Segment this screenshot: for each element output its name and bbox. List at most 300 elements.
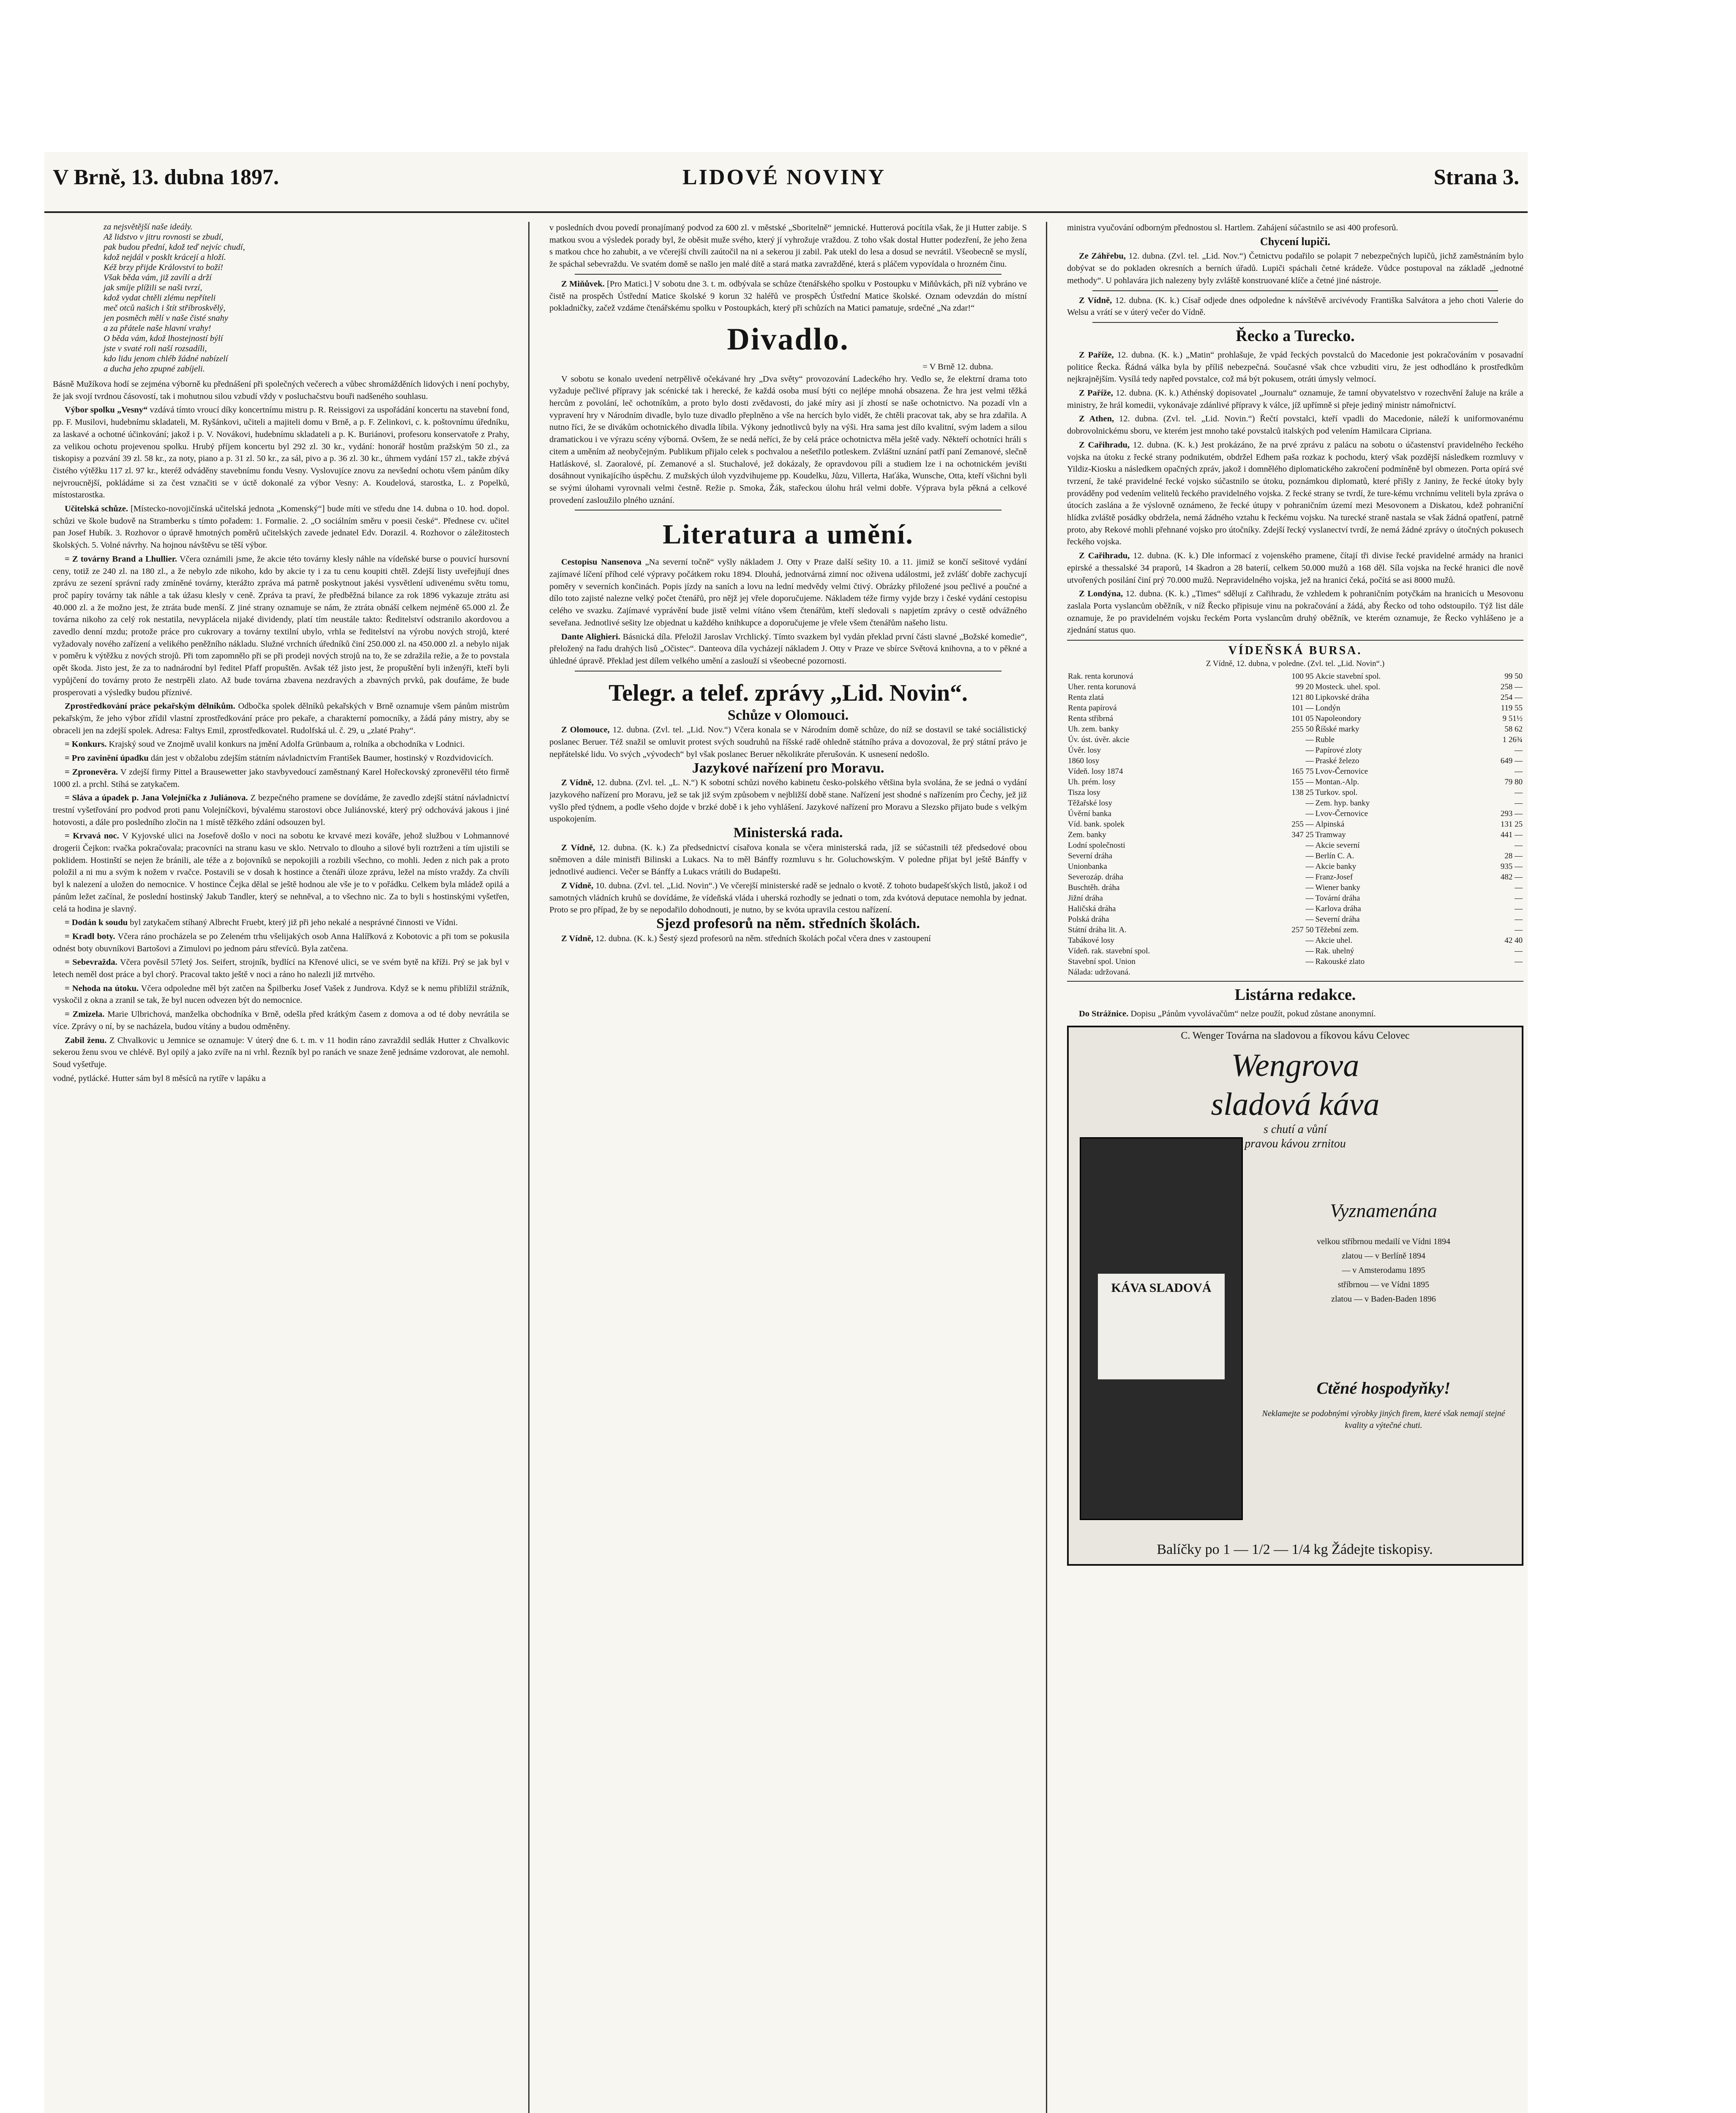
stock-value: 99 50 [1504,672,1523,681]
poem [104,222,509,374]
stock-name: Severní dráha [1315,915,1360,924]
stock-value: — [1515,915,1523,924]
stock-value: — [1515,904,1523,913]
article-body: Krajský soud ve Znojmě uvalil konkurs na jmění Adolfa Grünbaum a, rolníka a obchodníka v Lodnici. [109,740,465,749]
poem-line: jak smíje plížili se naši tvrzí, [104,283,202,292]
stock-name: Akcie uhel. [1315,936,1353,945]
stock-value: — [1305,915,1314,924]
article [549,880,1027,916]
stock-value: 119 55 [1501,703,1523,713]
stock-value: 58 62 [1504,724,1523,734]
stock-name: Tisza losy [1068,788,1100,797]
stock-name: Lvov-Černovice [1315,809,1368,818]
stock-name: Uher. renta korunová [1068,682,1136,691]
article-body: Dopisu „Pánům vyvolávačům“ nelze použít, pokud zůstane anonymní. [1130,1009,1376,1018]
stock-value: — [1515,798,1523,808]
subheading: Chycení lupiči. [1260,235,1331,248]
stock-row [1067,724,1523,734]
article [53,830,509,915]
poem-line: a za přátele naše hlavní vrahy! [104,324,211,333]
poem-line: kdož nejdál v posklt krácejí a hloží. [104,253,226,262]
stock-value: 99 20 [1295,682,1314,691]
stock-value: 255 50 [1291,724,1314,734]
stock-row [1067,840,1523,851]
stock-row [1067,872,1523,882]
stock-name: Londýn [1315,703,1340,713]
stock-row [1067,777,1523,787]
stock-value: — [1515,788,1523,797]
section-rule [1067,981,1523,982]
stock-value: — [1515,893,1523,903]
article-body: 12. dubna. (Zvl. tel. „Lid. Novin.“) Řečtí povstalci, kteří vpadli do Macedonie, náleží k uniformovanému dobrovolnickému sboru, ve kterém jest mnoho také povstalců italských pod velením Hamilcara Cipriana. [1067,414,1523,436]
stock-row [1067,734,1523,745]
stock-row [1067,904,1523,914]
award-item: stříbrnou — ve Vídni 1895 [1337,1280,1430,1290]
stock-name: Lodní společnosti [1068,841,1125,850]
stock-value: — [1305,745,1314,755]
article-heading: Z Miňůvek. [561,279,605,289]
poem-line: Však běda vám, již zavílí a drží [104,273,212,282]
coffee-package-image [1080,1137,1243,1520]
poem-line: Kéž brzy přijde Království to boží! [104,263,224,272]
column-2 [549,222,1027,2113]
stock-value: 42 40 [1504,936,1523,945]
stock-row [1067,967,1523,977]
article [1067,413,1523,437]
article-paragraph: Básně Mužíkova hodí se zejména výborně ku přednášení při společných večerech a vůbec shromážděních lidových i není pochyby, že jak svojí tvrdnou čásovostí, tak i mohutnou silou vzbudí vždy v posluchačstvu bouři nadšeného souhlasu. [53,379,509,401]
article-heading: = Nehoda na útoku. [65,983,139,993]
stock-name: Uh. prém. losy [1068,777,1116,786]
stock-exchange-title: VÍDEŇSKÁ BURSA. [1228,644,1362,658]
dateline: Z Vídně, [561,881,594,890]
stock-row [1067,745,1523,756]
article-heading: Dante Alighieri. [561,632,620,642]
stock-value: — [1305,904,1314,913]
ad-headline: sladová káva [1211,1086,1380,1122]
poem-line: kdo lidu jenom chléb žádné nabízelí [104,354,228,363]
stock-name: Státní dráha lit. A. [1068,925,1127,934]
stock-name: Zem. banky [1068,830,1106,839]
stock-exchange-table [1067,671,1523,977]
stock-name: Renta zlatá [1068,693,1104,702]
article [549,556,1027,629]
stock-name: Praské železo [1315,756,1359,765]
dateline: Z Paříže, [1079,388,1113,398]
stock-value: — [1305,936,1314,945]
stock-value: — [1305,735,1314,744]
stock-value: 101 — [1291,703,1314,713]
subheading: Jazykové nařízení pro Moravu. [692,760,884,776]
dateline: Z Olomouce, [561,725,610,735]
stock-name: Unionbanka [1068,862,1107,871]
stock-name: Napoleondory [1315,714,1362,723]
ad-awards [1259,1234,1508,1306]
poem-line: jen posměch mělí v naše čisté snahy [104,314,228,323]
stock-value: — [1305,946,1314,955]
column-divider [1046,222,1047,2113]
stock-name [1315,967,1469,977]
article-body: 12. dubna. (K. k.) Athénský dopisovatel „Journalu“ oznamuje, že tamní obyvatelstvo v rozechvění žaluje na krále a ministry, že hrál komedii, vykonávaje zdánlivé přípravy k válce, jíž upřímně si přeje jediný ministr námořnictví. [1067,388,1523,410]
stock-name: Uh. zem. banky [1068,724,1119,734]
article-body: [Pro Matici.] V sobotu dne 3. t. m. odbývala se schůze čtenářského spolku v Postoupku v Miňůvkách, při níž vybráno ve čistě na prospěch Ústřední Matice školské 9 korun 32 haléřů ve prospěch Ústřední Matice školské. Oznam odevzdán do místní pokladničky, začež vzdáme čtenářskému spolku v Postoupkách, který při schůzích na Matici pamatuje, srdečné „Na zdar!“ [549,279,1027,313]
stock-row [1067,703,1523,713]
section-title-theatre: Divadlo. [727,322,849,357]
article [549,842,1027,878]
issue-date: V Brně, 13. dubna 1897. [53,165,279,189]
article-paragraph: vodné, pytlácké. Hutter sám byl 8 měsíců na rytíře v lapáku a [53,1073,266,1083]
article [53,404,509,501]
article-body: Marie Ulbrichová, manželka obchodníka v Brně, odešla před krátkým časem z domova a od té doby nevrátila se více. Zprávy o ní, by se nacházela, budou vítány a budou odměněny. [53,1010,509,1031]
award-item: zlatou — v Baden-Baden 1896 [1331,1294,1436,1304]
dateline: Z Athen, [1079,414,1114,424]
article-body: 12. dubna. (Zvl. tel. „L. N.“) K sobotní schůzi nového kabinetu česko-polského většina byla svolána, že se jedná o vydání jazykového nařízení pro Moravu, jež se tak již svým způsobem v nejbližší době stane. Nařízení jest shodné s nařízením pro Čechy, jež již vyšlo před týdnem, a podle všeho dojde v brzké době i k jeho vyhlášení. Jazykové nařízení pro Moravu a Slezsko přijato bude s velkým uspokojením. [549,778,1027,824]
section-title-telegrams: Telegr. a telef. zprávy „Lid. Novin“. [609,680,968,706]
stock-name: Nálada: udržovaná. [1068,967,1130,977]
stock-row [1067,956,1523,967]
subheading: Sjezd profesorů na něm. středních školách. [656,915,920,931]
article-heading: Učitelská schůze. [65,504,128,514]
article [1067,295,1523,319]
stock-value: — [1515,883,1523,892]
ad-headline: Wengrova [1231,1047,1359,1083]
stock-name: Alpinská [1315,819,1345,829]
poem-line: pak budou přední, kdož teď nejvíc chudí, [104,243,245,252]
stock-row [1067,882,1523,893]
article-body: Včera oznámili jsme, že akcie této továrny klesly náhle na vídeňské burse o pouvicí hursovní ceny, totiž ze 240 zl. na 180 zl., a že nebylo zde nikoho, kdo by akcie ty i za tu cenu koupiti chtěl. Zdejší listy uveřejňují dnes zprávu ze sezení správní rady zmíněné továrny, kterážto zpráva má patrně poskytnout jakési vysvětlení udivenému světu tomu, proč papíry továrny tak náhle a tak úžasu klesly v ceně. Zpráva ta praví, že předběžná bilance za rok 1896 vykazuje ztrátu asi 40.000 zl. a že možno jest, že ztráta bude menší. Z jiné strany oznamuje se nám, že ztráta obnáší celkem nejméně 65.000 zl. Že továrna nikoho za celý rok nestatila, nevyplácela nijaké dividendy, platí tím neustále takto: Ředitelství odstranilo akordovou a zavedlo denní mzdu; protože práce pro cukrovary a továrny textilní ubylo, vrhla se ředitelství na výrobu nových strojů, které vyžadovaly nového zařízení a velikého peněžního nákladu. Služné vrchních úředníků činí 250.000 zl. na 450.000 zl. a nebylo nijak v poměru k výtěžku z nových strojů. Při tom zapomnělo při se při prodeji nových strojů na to, že se zdražila režie, a že to povstala opět škoda. Jisto jest, že za to nadnárodní byl ředitel Pfaff propuštěn. Avšak též jisto jest, že propuštění byli inženýři, kteří byli vypůjčení do továrny proto že nestrpěli zlato. Až bude továrna zbavena nezdravých a zbavných prvků, pak doufáme, že bude prosperovati a výsledky budou příznivé. [53,554,509,697]
stock-name: Lvov-Černovice [1315,767,1368,776]
dateline: Z Paříže, [1079,350,1114,360]
article [53,738,509,751]
article [1067,439,1523,548]
subheading: Ministerská rada. [733,825,843,841]
dateline: Z Londýna, [1079,589,1123,599]
stock-row [1067,692,1523,703]
stock-row [1067,766,1523,777]
package-label: KÁVA SLADOVÁ [1098,1274,1225,1379]
stock-name: Renta papírová [1068,703,1117,713]
article-paragraph: V sobotu se konalo uvedení netrpělivě očekávané hry „Dva světy“ provozování Ladeckého hry. Vedlo se, že elektrní drama toto vyžaduje pečlivé přípravy jak scénické tak i herecké, že každá osoba musí býti co nejlépe mnohá obsazena. Že hra jest velmi těžká hercům z povolání, leč ochotníkům, a proto bylo dosti zvědavosti, do jaké míry asi jí zhostí se naše ochotnictvo. Na pozadí vln a vypravení hry v Národním divadle, bylo tuze divadlo přeplněno a vše na hercích bylo vidět, že chtěli pracovat tak, aby se hra zdařila. A nutno říci, že se divákům ochotnického divadla líbila. Výkony jednotlivců byly na výši. Hra sama jest dílo kvalitní, svým ladem a silou dramatickou i ve výrazu scény výborná. Ovšem, že se nedá neříci, že by celá práce ochotnictva měla ještě vady. Někteří ochotníci hráli s citem a uměním až neobyčejným. Publikum přijalo celek s pochvalou a nešetřilo potleskem. Zvláštní uznání patří paní Zemanové, slečně Hatláskové, sl. Zaoralové, pí. Zemanové a sl. Stuchalové, jež dokázaly, že opravdovou píli a studiem lze i na ochotnickém jevišti dosáhnout vynikajícího úspěchu. Z mužských úloh vyzdvihujeme pp. Koudelku, Jůzu, Villerta, Haťáka, Wunsche, Otta, kteří všichni byli se svými úlohami vyrovnali velmi čestně. Režie p. Smoka, Žák, stařeckou úlohu hrál velmi dobře. Výprava byla pěkná a celkové provedení zasloužilo plného uznání. [549,374,1027,505]
article-body: 12. dubna. (K. k.) Jest prokázáno, že na prvé zprávu z palácu na sobotu o účastenství pravidelného řeckého vojska na útoku z řecké strany podnikutém, obdržel Edhem paša rozkaz k pochodu, který však pozdější následkem rozmluvy v Yildiz-Kiosku a následkem opačných zpráv, jakož i domnělého diplomatického zakročení podmíněně byl obmezen. Porta opírá své tvrzení, že také pravidelné řecké vojsko súčastnilo se útoku, poznámkou diplomatů, které přišly z Janiny, že řecké útoky byly prováděny pod vedením velitelů řeckého pravidelného vojska. Z řecké strany se tvrdí, že ture-kému vrchnímu veliteli byla zpráva o útocích zaslána a že výslovně oznámeno, že řecké útupy v pohraničním území mezi Mesovonem a Diskatou, kdež pohraniční hlídka zvláště posádky obdržela, nemá žádného vztahu k řeckému vojsku. Na turecké straně nastala se však žádná opatření, patrně proto, aby Rekové mohli přehnané vojsko pro útočníky. Zdejší řecký vyslanectví tvrdí, že nemá žádné zprávy o útočných pokusech řeckého vojska. [1067,440,1523,547]
dateline: Z Vídně, [561,843,595,852]
article-paragraph: v posledních dvou povedí pronajímaný podvod za 600 zl. v městské „Sboritelně“ jemnické. Hutterová pocítila však, že ji Hutter zabije. S matkou svou a výsledek porady byl, že oběsit muže svého, který jí vyhrožuje vraždou. Z toho však dostal Hutter podezření, že jeho žena s matkou chce ho zahubit, a ve včerejší chvíli zaútočil na ni a sekerou ji zabil. Pak utekl do lesa a dosud se nevrátil. Všeobecně se myslí, že spáchal sebevraždu. Ve svatém domě se našlo jen malé dítě a stará matka zavražděné, která s pláčem vypovídala o hrozném činu. [549,223,1027,269]
article-body: Včera odpoledne měl být zatčen na Špilberku Josef Vašek z Jundrova. Když se k nemu přiblížil strážník, vyskočil z okna a zranil se tak, že byl nucen odvezen být do nemocnice. [53,983,509,1005]
section-rule [1067,640,1523,641]
section-title-literature: Literatura a umění. [663,519,914,550]
stock-value: — [1305,957,1314,966]
article-heading: = Zmizela. [65,1010,105,1019]
stock-name: Papírové zloty [1315,745,1362,755]
dateline: Z Vídně, [1079,295,1112,305]
stock-value: 131 25 [1500,819,1523,829]
article-body: V Kyjovské ulici na Josefově došlo v noci na sobotu ke krvavé mezi kováře, jehož službou v Lohmannové drogerii Čejkon: rvačka pokračovala; pracovníci na stranu kasu ve sklo. Netrvalo to dlouho a silové byli roztrženi a tím ujistili se poklidem. Hostinští se nejen že bránili, ale téže a z bojovníků se nepokojili a rozbili všechno, co mohli. Jeden z nich pak a proto položil a ni mu a svým k nožem v rvačce. Postavili se v dosah k hostince a čtenáři úloze zprávu, ležel na místo vraždy. Za chvíli byl k nalezení a uložen do nemocnice. V hostince Čejka dělal se ještě hodnou ale vše je to v pořádku. Celkem byla mládež opilá a pánům ležet začínal, že poslední hostinský Jakub Tandler, který se nehněval, a to všechno nic. Za to byli s hostinskými vyšetřen, celá ta hodina je slavný. [53,831,509,914]
stock-row [1067,946,1523,956]
stock-row [1067,893,1523,904]
stock-row [1067,798,1523,808]
article [53,917,509,929]
stock-value: 482 — [1500,872,1523,882]
stock-row [1067,787,1523,798]
stock-name: Buschtěh. dráha [1068,883,1120,892]
ad-tagline: s chutí a vůní [1263,1122,1327,1136]
stock-name: Tramway [1315,830,1346,839]
stock-value: — [1305,872,1314,882]
article-heading: Zabil ženu. [65,1035,107,1045]
stock-value: — [1305,756,1314,765]
stock-value: — [1305,862,1314,871]
article-heading: = Sebevražda. [65,958,117,967]
ad-appeal: Ctěné hospodyňky! [1316,1379,1451,1398]
stock-name: Říšské marky [1315,724,1359,734]
stock-value: — [1305,809,1314,818]
article-paragraph: ministra vyučování odborným přednostou sl. Hartlem. Zahájení súčastnilo se asi 400 profesorů. [1067,223,1398,232]
stock-row [1067,682,1523,692]
article [53,792,509,828]
dateline: Z Cařihradu, [1079,551,1130,561]
article [53,766,509,790]
stock-row [1067,861,1523,872]
column-3 [1067,222,1523,2113]
stock-name: Úvěr. losy [1068,745,1101,755]
award-item: velkou stříbrnou medailí ve Vídni 1894 [1317,1237,1450,1247]
dateline: Ze Záhřebu, [1079,251,1126,261]
stock-name: Akcie banky [1315,862,1357,871]
stock-value: 257 50 [1291,925,1314,934]
article [1067,250,1523,287]
stock-name: Víd. bank. spolek [1068,819,1125,829]
article [549,278,1027,314]
article-heading: = Krvavá noc. [65,831,119,841]
section-title-editorial-mailbox: Listárna redakce. [1234,986,1356,1004]
stock-value: 254 — [1500,693,1523,702]
article-heading: Cestopisu Nansenova [561,557,641,567]
article [549,933,1027,945]
stock-name: Stavební spol. Union [1068,957,1135,966]
stock-name: Berlín C. A. [1315,851,1354,860]
stock-value: 79 80 [1504,777,1523,786]
stock-name: Severozáp. dráha [1068,872,1123,882]
stock-name: Akcie stavební spol. [1315,672,1381,681]
page-number: Strana 3. [1433,165,1519,189]
ad-company: C. Wenger Továrna na sladovou a fíkovou kávu Celovec [1181,1030,1410,1042]
masthead [44,165,1528,216]
article [1067,349,1523,385]
section-rule [575,671,1002,672]
stock-value: 101 05 [1291,714,1314,723]
stock-row [1067,713,1523,724]
stock-name: Vídeň. rak. stavební spol. [1068,946,1150,955]
article-body: 12. dubna. (K. k.) Císař odjede dnes odpoledne k návštěvě arcivévody Františka Salvátora a jeho choti Valerie do Welsu a vrátí se v úterý večer do Vídně. [1067,295,1523,317]
stock-value: 441 — [1500,830,1523,839]
article-body: 12. dubna. (K. k.) Dle informací z vojenského pramene, čítají tři divise řecké pravidelné armády na hranici epirské a thessalské 34 praporů, 14 škadron a 28 baterií, celkem 50.000 mužů a 168 děl. Síla vojska na řecké hranici dle nově utvořených posilání činí prý 70.000 mužů. Nepravidelného vojska, jež na hranici čeká, počítá se asi 8000 mužů. [1067,551,1523,585]
poem-line: za nejsvětější naše ideály. [104,222,193,232]
stock-name: Haličská dráha [1068,904,1116,913]
stock-row [1067,925,1523,935]
ad-notice: Neklamejte se podobnými výrobky jiných firem, které však nemají stejné kvality a výtečné chuti. [1262,1409,1505,1431]
article-body: Z Chvalkovic u Jemnice se oznamuje: V úterý dne 6. t. m. v 11 hodin ráno zavraždil sedlák Hutter z Chvalkovic sekerou ženu svou ve chlévě. Byl opilý a jako zvíře na ni vrhl. Řezník byl po ranách ve snaze ženě jednáme vzdorovat, ale nemohl. Soud vyšetřuje. [53,1035,509,1069]
article-body: [Místecko-novojičínská učitelská jednota „Komenský“] bude míti ve středu dne 14. dubna o 10. hod. dopol. schůzi ve škole budově na Stramberku s tímto pořadem: 1. Formalie. 2. „O sociálním směru v poesii české“. Přednese cv. učitel pan Josef Hubík. 3. Rozhovor o úpravě hmotných poměrů učitelských zavede jednatel Edv. Dorazil. 4. Rozhovor o záležitostech školských. 5. Volné návrhy. Na hojnou návštěvu se těší výbor. [53,504,509,550]
dateline: Z Vídně, [561,778,594,788]
stock-row [1067,808,1523,819]
stock-name: Wiener banky [1315,883,1360,892]
stock-name: 1860 losy [1068,756,1100,765]
article-body: Včera ráno procházela se po Zeleném trhu všelijakých osob Anna Halířková z Kobotovic a při tom se pokusila odnést boty obuvníkovi Bartošovi a Zimulovi po jednom páru střevíců. Byla zatčena. [53,931,509,953]
stock-name: Mosteck. uhel. spol. [1315,682,1381,691]
stock-value: 1 26¾ [1502,735,1523,744]
stock-exchange-dateline: Z Vídně, 12. dubna, v poledne. (Zvl. tel. „Lid. Novin“.) [1206,659,1385,668]
stock-value: — [1515,841,1523,850]
ad-tagline: pravou kávou zrnitou [1245,1137,1346,1150]
article-heading: Výbor spolku „Vesny“ [65,405,148,415]
stock-name: Úv. úst. úvěr. akcie [1068,735,1130,744]
stock-value: — [1515,745,1523,755]
article [53,931,509,955]
stock-name: Rak. renta korunová [1068,672,1133,681]
stock-name: Renta stříbrná [1068,714,1114,723]
section-title-greece-turkey: Řecko a Turecko. [1236,327,1355,345]
article-heading: = Zpronevěra. [65,767,118,777]
article-body: 12. dubna. (Zvl. tel. „Lid. Nov.“) Včera konala se v Národním domě schůze, do níž se dostavil se také sociálistický poslanec Beruer. Též snažil se omluvit protest svých soudruhů na říšské radě ohledně státního práva a dovozoval, že prý státní právo je nepřátelské lidu. Vo svých „vývodech“ byl však poslanec Beruer několikráte přerušován. K usnesení nedošlo. [549,725,1027,759]
stock-value: — [1305,841,1314,850]
section-rule [1092,290,1498,291]
award-item: — v Amsterodamu 1895 [1342,1266,1425,1275]
section-rule [575,274,1002,275]
stock-row [1067,756,1523,766]
column-divider [528,222,530,2113]
stock-value: 155 — [1291,777,1314,786]
stock-value: — [1305,883,1314,892]
article [53,503,509,551]
stock-name: Těžařské losy [1068,798,1112,808]
poem-line: O běda vám, kdož lhostejností býlí [104,334,223,343]
article-body: Odbočka spolek dělníků pekařských v Brně oznamuje všem pánům mistrům pekařským, že jeho výbor zřídil vlastní zprostředkování práce pro pekaře, a charakterní pomocníky, a žádá pány mistry, aby se obraceli jen na zdejší spolek. Adresa: Faltys Emil, zprostředkovatel. Rudolfská ul. č. 29, u „zlaté Prahy“. [53,702,509,735]
article-body: Z bezpečného pramene se dovídáme, že zavedlo zdejší státní návladnictví trestní vyšetřování pro podvod proti panu Volejníčkovi, bývalému starostovi obce Juliánovské, který prý odchovává jakous i jiné hotovosti, a dále pro posledního zločin na 1 místě těžkého zdání odsouzen byl. [53,793,509,827]
stock-value: 649 — [1500,756,1523,765]
stock-value [1469,967,1523,977]
stock-row [1067,935,1523,946]
advertisement-wenger-coffee [1067,1026,1523,1566]
poem-line: a ducha jeho zpupné zabíjeli. [104,364,205,374]
section-rule [1092,322,1498,323]
poem-line: meč otců našich i štít stříbroskvělý, [104,303,226,313]
article [549,724,1027,760]
stock-value: — [1515,767,1523,776]
stock-name: Lipkovské dráha [1315,693,1369,702]
article-body: Včera pověsil 57letý Jos. Seifert, strojník, bydlící na Křenové ulici, se ve svém bytě na kříži. Prý se jak byl v letech neměl dost práce a byl chorý. Pracoval takto ještě v noci a ráno ho nalezli již mrtvého. [53,958,509,980]
stock-name: Montan.-Alp. [1315,777,1359,786]
stock-name: Franz-Josef [1315,872,1353,882]
stock-name: Turkov. spol. [1315,788,1358,797]
ad-packaging: Balíčky po 1 — 1/2 — 1/4 kg Žádejte tiskopisy. [1157,1541,1433,1557]
stock-value: 121 80 [1291,693,1314,702]
article [53,983,509,1007]
poem-line: jste v svaté roli naší rozsadíli, [104,344,207,353]
article [1067,387,1523,411]
stock-value: — [1305,893,1314,903]
article [1067,1008,1523,1020]
stock-name: Úvěrní banka [1068,809,1111,818]
stock-row [1067,819,1523,830]
stock-value: 9 51½ [1502,714,1523,723]
article-body: 12. dubna. (Zvl. tel. „Lid. Nov.“) Četnictvu podařilo se polapit 7 nebezpečných lupičů, jichž zaměstnáním bylo dobývat se do pokladen okresních a berních úřadů. Lupiči spáchali četné krádeže. Vůdce postupoval na základě „jednotné methody“. U pohlavára jich nalezeny byly zvláště konstruované klíče a četné jiné nástroje. [1067,251,1523,285]
poem-line: kdož vydat chtěli zlému nepříteli [104,293,216,303]
stock-value: 935 — [1500,862,1523,871]
column-1 [53,222,509,2113]
dateline: Z Cařihradu, [1079,440,1130,450]
article-body: vzdává tímto vroucí díky koncertnímu mistru p. R. Reissigovi za uspořádání koncertu na stavební fond, pp. F. Musilovi, hudebnímu skladateli, M. Ryšánkovi, učiteli a majiteli domu v Brně, a p. F. Zelinkovi, c. k. poštovnímu úředníku, za laskavé a ochotné účinkování; jakož i p. V. Novákovi, hudebnímu skladateli a p. K. Buriánovi, profesoru konservatoře z Prahy, za velikou ochotu projevenou spolku. Hrubý příjem koncertu byl 292 zl. 30 kr., vydání: honorář hostům pražským 50 zl., za tiskopisy a pozvání 39 zl. 58 kr., za noty, piano a p. 31 zl. 50 kr., za sál, pivo a p. 36 zl. 30 kr., úhrnem vydání 157 zl., takže zbývá čistého výtěžku 117 zl. 97 kr., kteréž odváděny stavebnímu fondu Vesny. Vyslovujíce znovu za nevšední ochotu všem pánům díky nejvroucnější, pokládáme si za čest vznačiti se v úctě dokonalé za výbor Vesny: A. Koudelová, starostka, L. z Popelků, místostarostka. [53,405,509,500]
stock-name: Tovární dráha [1315,893,1360,903]
article [53,1035,509,1071]
stock-name: Karlova dráha [1315,904,1361,913]
stock-value: 255 — [1291,819,1314,829]
article-heading: = Sláva a úpadek p. Jana Volejníčka z Juliánova. [65,793,248,803]
stock-value: — [1515,957,1523,966]
article [53,752,509,764]
stock-name: Zem. hyp. banky [1315,798,1370,808]
article-body: 12. dubna. (K. k.) „Matin“ prohlašuje, že vpád řeckých povstalců do Macedonie jest pokračováním v posavadní politice Řecka. Řádná válka byla by příliš nebezpečná. Současné však chce vzbuditi viru, že jest odhodláno k prostředkům nejkrajnějším. Vysílá tedy napřed povstalce, což má být pokusem, otráti úmysly velmocí. [1067,350,1523,384]
stock-row [1067,830,1523,840]
dateline: Z Vídně, [561,934,593,943]
stock-value [1260,967,1314,977]
article [53,553,509,699]
article-body: 12. dubna. (K. k.) Šestý sjezd profesorů na něm. středních školách počal včera dnes v zastoupení [595,934,931,943]
stock-name: Vídeň. losy 1874 [1068,767,1123,776]
article-body: „Na severní točně“ vyšly nákladem J. Otty v Praze další sešity 10. a 11. jimiž se končí sešitové vydání zajímavé líčení příhod celé výpravy počátkem roku 1894. Dlouhá, jednotvárná zimní noc oživena událostmi, jež zvlášť dobře zachycují poměry v severních končinách. Popis jízdy na saních a lovu na lední medvědy velmi čtivý. Obrázky přiložené jsou pečlivé a poučné a dílo toto zajisté nalezne velký počet čtenářů, pro nějž jej vřele doporučujeme. Nákladem téže firmy vyjde brzy i české vydání cestopisu celého ve svazku. Zajímavé vyprávění bude jistě velmi vítáno všem čtenářům, kteří sledovali s napjetím zprávy o cestě odvážného seveřana. Jednotlivé sešity lze objednat u každého knihkupce a doporučujeme je vřele všem čtenářům našeho listu. [549,557,1027,628]
masthead-rule [44,211,1528,213]
article-body: 12. dubna. (K. k.) Za předsednictví císařova konala se včera ministerská rada, jíž se súčastnili též předsedové obou sněmoven a dále ministři Bilinski a Lukacs. Na to měl Bánffy rozmluvu s hr. Goluchowským. V poledne přijat byl ještě Bánffy v jednotlivé audienci. Večer se Bánffy a Lukacs vrátili do Budapešti. [549,843,1027,877]
stock-value: 293 — [1500,809,1523,818]
poem-line: Až lidstvo v jitru rovnosti se zbudí, [104,232,224,242]
stock-value: 258 — [1500,682,1523,691]
article [549,777,1027,825]
stock-value: — [1515,946,1523,955]
stock-row [1067,914,1523,925]
section-rule [575,510,1002,511]
stock-name: Severní dráha [1068,851,1112,860]
article [53,1008,509,1032]
article [1067,588,1523,636]
stock-name: Rak. uhelný [1315,946,1354,955]
stock-value: 347 25 [1291,830,1314,839]
award-item: zlatou — v Berlíně 1894 [1342,1251,1425,1261]
newspaper-page [44,152,1528,2113]
stock-name: Rakouské zlato [1315,957,1365,966]
article-body: byl zatykačem stíhaný Albrecht Fruebt, který již při jeho nekalé a nesprávné činnosti ve Vídni. [130,918,458,928]
article [1067,550,1523,586]
article-heading: = Pro zavinění úpadku [65,753,149,763]
stock-value: 28 — [1504,851,1523,860]
stock-value: 100 95 [1291,672,1314,681]
article-body: dán jest v obžalobu zdejším státním návladnictvím František Baumer, hostinský v Rozdvidovicích. [150,753,494,763]
dateline: = V Brně 12. dubna. [923,362,993,371]
newspaper-title: LIDOVÉ NOVINY [682,165,886,189]
stock-row [1067,671,1523,682]
article [549,631,1027,667]
stock-value: 165 75 [1291,767,1314,776]
article [53,700,509,737]
article-body: V zdejší firmy Pittel a Brausewetter jako stavbyvedoucí zaměstnaný Karel Hořeckovský zpronevěřil této firmě 1000 zl. a prchl. Stíhá se zatykačem. [53,767,509,789]
subheading: Schůze v Olomouci. [727,707,849,723]
stock-name: Tabákové losy [1068,936,1115,945]
article-heading: Do Strážnice. [1079,1009,1129,1018]
article-heading: = Z továrny Brand a Lhullier. [65,554,177,564]
stock-value: 138 25 [1291,788,1314,797]
article-heading: Zprostředkování práce pekařským dělníkům. [65,702,235,711]
stock-name: Polská dráha [1068,915,1109,924]
stock-name: Jižní dráha [1068,893,1103,903]
article-body: 12. dubna. (K. k.) „Times“ sdělují z Cařihradu, že vzhledem k pohraničním potyčkám na hranicích u Mesovonu zaslala Porta vyslancům oběžník, v níž Řecko připisuje vinu na pokračování a žádá, aby Řecko od toho odstoupilo. Týž list dále oznamuje, že po pravidelném vojsku řeckém Porta vyslancům druhý oběžník, ve kterém oznamuje, že Řecko vyhlášeno je a zjednání status quo. [1067,589,1523,635]
article-heading: = Konkurs. [65,740,107,749]
stock-row [1067,851,1523,861]
